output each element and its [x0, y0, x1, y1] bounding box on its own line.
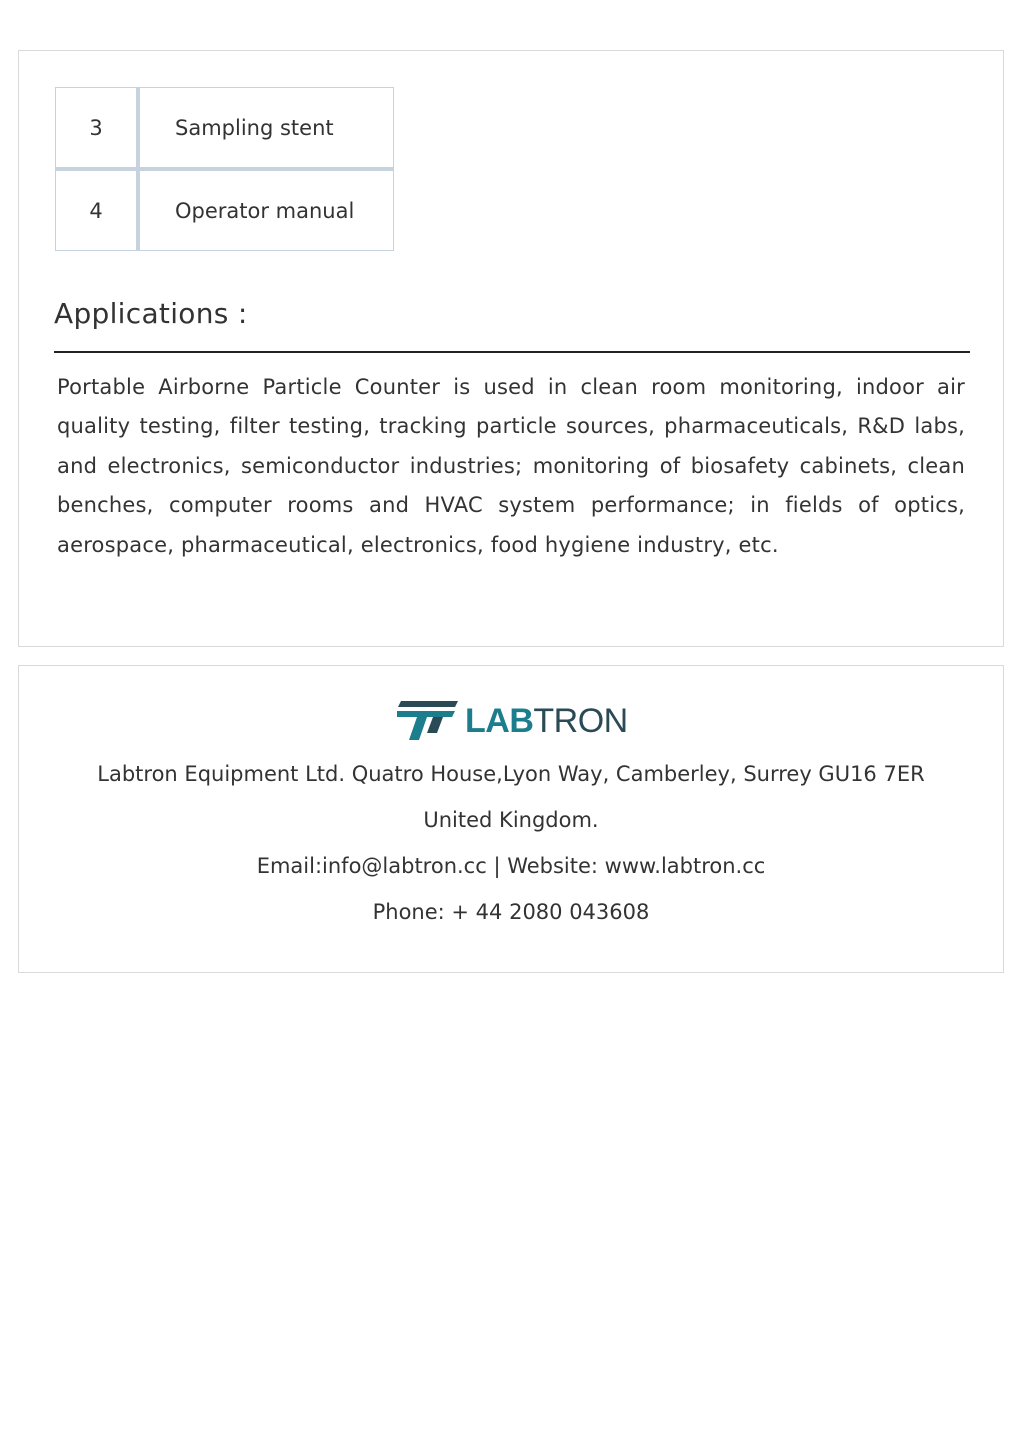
- labtron-t-logo-icon: [397, 701, 459, 741]
- company-country: United Kingdom.: [423, 808, 599, 832]
- table-row: [55, 87, 394, 168]
- accessories-table: [55, 87, 394, 251]
- item-number: 3: [55, 87, 139, 168]
- company-footer: [18, 665, 1004, 973]
- heading-divider: [54, 351, 970, 353]
- applications-heading: Applications :: [54, 297, 248, 330]
- item-number: 4: [55, 168, 139, 251]
- logo-wordmark: LABTRON: [465, 702, 628, 740]
- company-address: Labtron Equipment Ltd. Quatro House,Lyon Way, Camberley, Surrey GU16 7ER: [97, 762, 925, 786]
- table-row: [55, 168, 394, 251]
- product-details-panel: [18, 50, 1004, 647]
- applications-text: Portable Airborne Particle Counter is used in clean room monitoring, indoor air quality testing, filter testing, tracking particle sources, pharmaceuticals, R&D labs, and electronics, semiconductor industries; monitoring of biosafety cabinets, clean benches, computer rooms and HVAC system performance; in fields of optics, aerospace, pharmaceutical, electronics, food hygiene industry, etc.: [57, 375, 965, 557]
- contact-phone: Phone: + 44 2080 043608: [372, 900, 650, 924]
- item-description: Operator manual: [139, 168, 394, 251]
- labtron-logo: [397, 699, 628, 743]
- item-description: Sampling stent: [139, 87, 394, 168]
- contact-email-website: Email:info@labtron.cc | Website: www.labtron.cc: [256, 854, 766, 878]
